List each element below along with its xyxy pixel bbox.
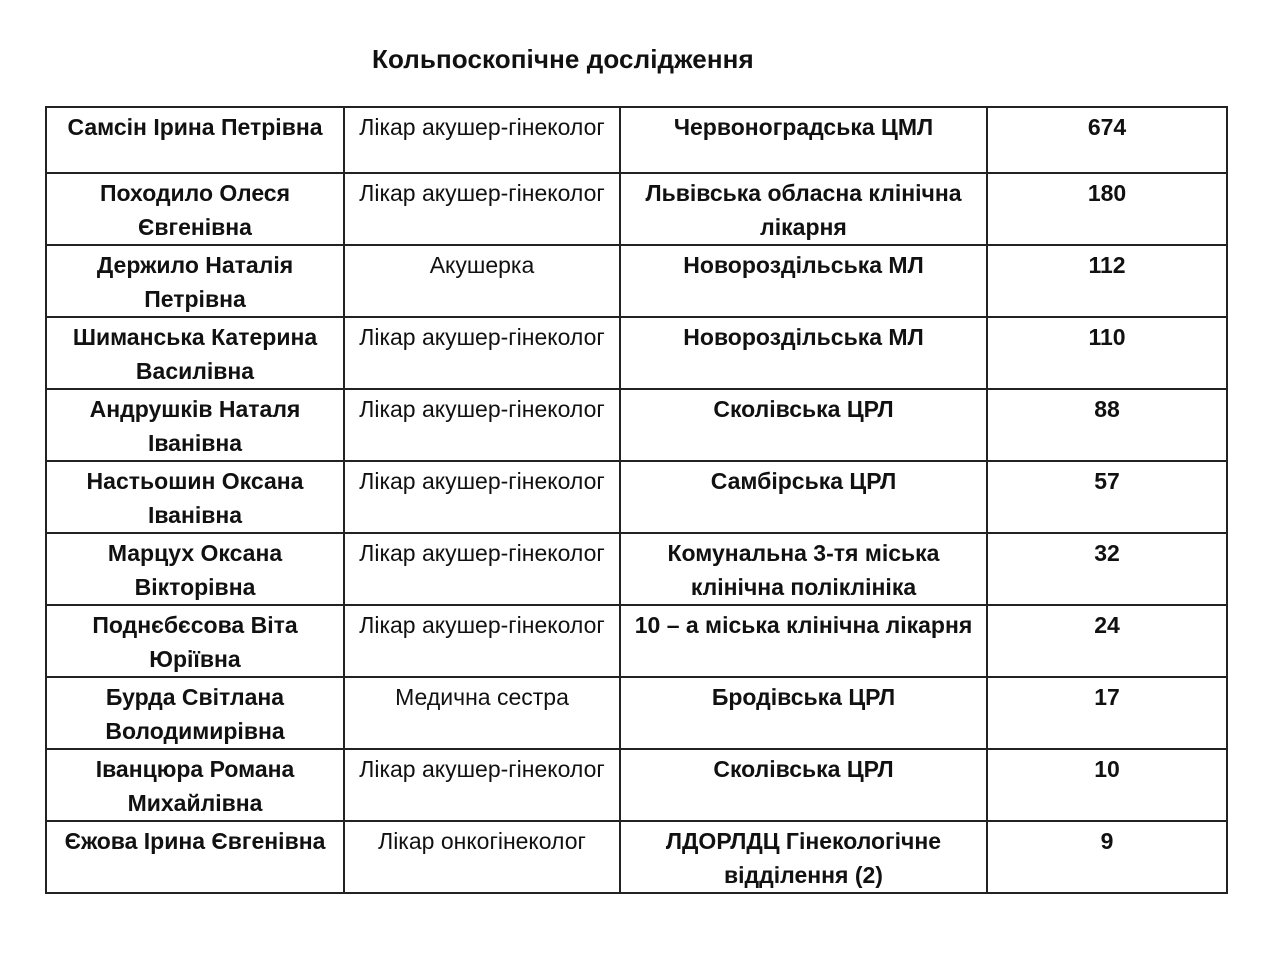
table-row — [46, 107, 1227, 173]
position-cell: Лікар акушер-гінеколог — [344, 749, 620, 821]
institution-cell: Самбірська ЦРЛ — [620, 461, 987, 533]
institution-cell: Львівська обласна клінічна лікарня — [620, 173, 987, 245]
count-cell: 32 — [987, 533, 1227, 605]
table-row — [46, 605, 1227, 677]
count-cell: 24 — [987, 605, 1227, 677]
position-cell: Лікар акушер-гінеколог — [344, 317, 620, 389]
doctor-name-cell: Походило Олеся Євгенівна — [46, 173, 344, 245]
table-row — [46, 749, 1227, 821]
table-row — [46, 389, 1227, 461]
institution-cell: Комунальна 3-тя міська клінічна поліклініка — [620, 533, 987, 605]
table-row — [46, 317, 1227, 389]
table-body — [46, 107, 1227, 893]
table-row — [46, 245, 1227, 317]
position-cell: Медична сестра — [344, 677, 620, 749]
institution-cell: Червоноградська ЦМЛ — [620, 107, 987, 173]
institution-cell: 10 – а міська клінічна лікарня — [620, 605, 987, 677]
doctor-name-cell: Настьошин Оксана Іванівна — [46, 461, 344, 533]
doctor-name-cell: Єжова Ірина Євгенівна — [46, 821, 344, 893]
count-cell: 57 — [987, 461, 1227, 533]
position-cell: Лікар акушер-гінеколог — [344, 389, 620, 461]
institution-cell: Бродівська ЦРЛ — [620, 677, 987, 749]
institution-cell: Новороздільська МЛ — [620, 245, 987, 317]
count-cell: 88 — [987, 389, 1227, 461]
table-row — [46, 461, 1227, 533]
position-cell: Лікар акушер-гінеколог — [344, 461, 620, 533]
count-cell: 10 — [987, 749, 1227, 821]
institution-cell: Сколівська ЦРЛ — [620, 389, 987, 461]
doctor-name-cell: Держило Наталія Петрівна — [46, 245, 344, 317]
doctor-name-cell: Марцух Оксана Вікторівна — [46, 533, 344, 605]
count-cell: 110 — [987, 317, 1227, 389]
table-row — [46, 677, 1227, 749]
count-cell: 180 — [987, 173, 1227, 245]
position-cell: Акушерка — [344, 245, 620, 317]
position-cell: Лікар акушер-гінеколог — [344, 605, 620, 677]
position-cell: Лікар акушер-гінеколог — [344, 533, 620, 605]
doctor-name-cell: Поднєбєсова Віта Юріївна — [46, 605, 344, 677]
count-cell: 17 — [987, 677, 1227, 749]
table-row — [46, 821, 1227, 893]
table-row — [46, 533, 1227, 605]
page-title: Кольпоскопічне дослідження — [372, 44, 754, 74]
doctor-name-cell: Шиманська Катерина Василівна — [46, 317, 344, 389]
position-cell: Лікар акушер-гінеколог — [344, 107, 620, 173]
institution-cell: ЛДОРЛДЦ Гінекологічне відділення (2) — [620, 821, 987, 893]
table-row — [46, 173, 1227, 245]
institution-cell: Сколівська ЦРЛ — [620, 749, 987, 821]
count-cell: 112 — [987, 245, 1227, 317]
count-cell: 674 — [987, 107, 1227, 173]
doctor-name-cell: Бурда Світлана Володимирівна — [46, 677, 344, 749]
doctor-name-cell: Самсін Ірина Петрівна — [46, 107, 344, 173]
institution-cell: Новороздільська МЛ — [620, 317, 987, 389]
position-cell: Лікар онкогінеколог — [344, 821, 620, 893]
position-cell: Лікар акушер-гінеколог — [344, 173, 620, 245]
doctor-name-cell: Іванцюра Романа Михайлівна — [46, 749, 344, 821]
doctor-name-cell: Андрушків Наталя Іванівна — [46, 389, 344, 461]
colposcopy-table — [45, 106, 1228, 894]
count-cell: 9 — [987, 821, 1227, 893]
